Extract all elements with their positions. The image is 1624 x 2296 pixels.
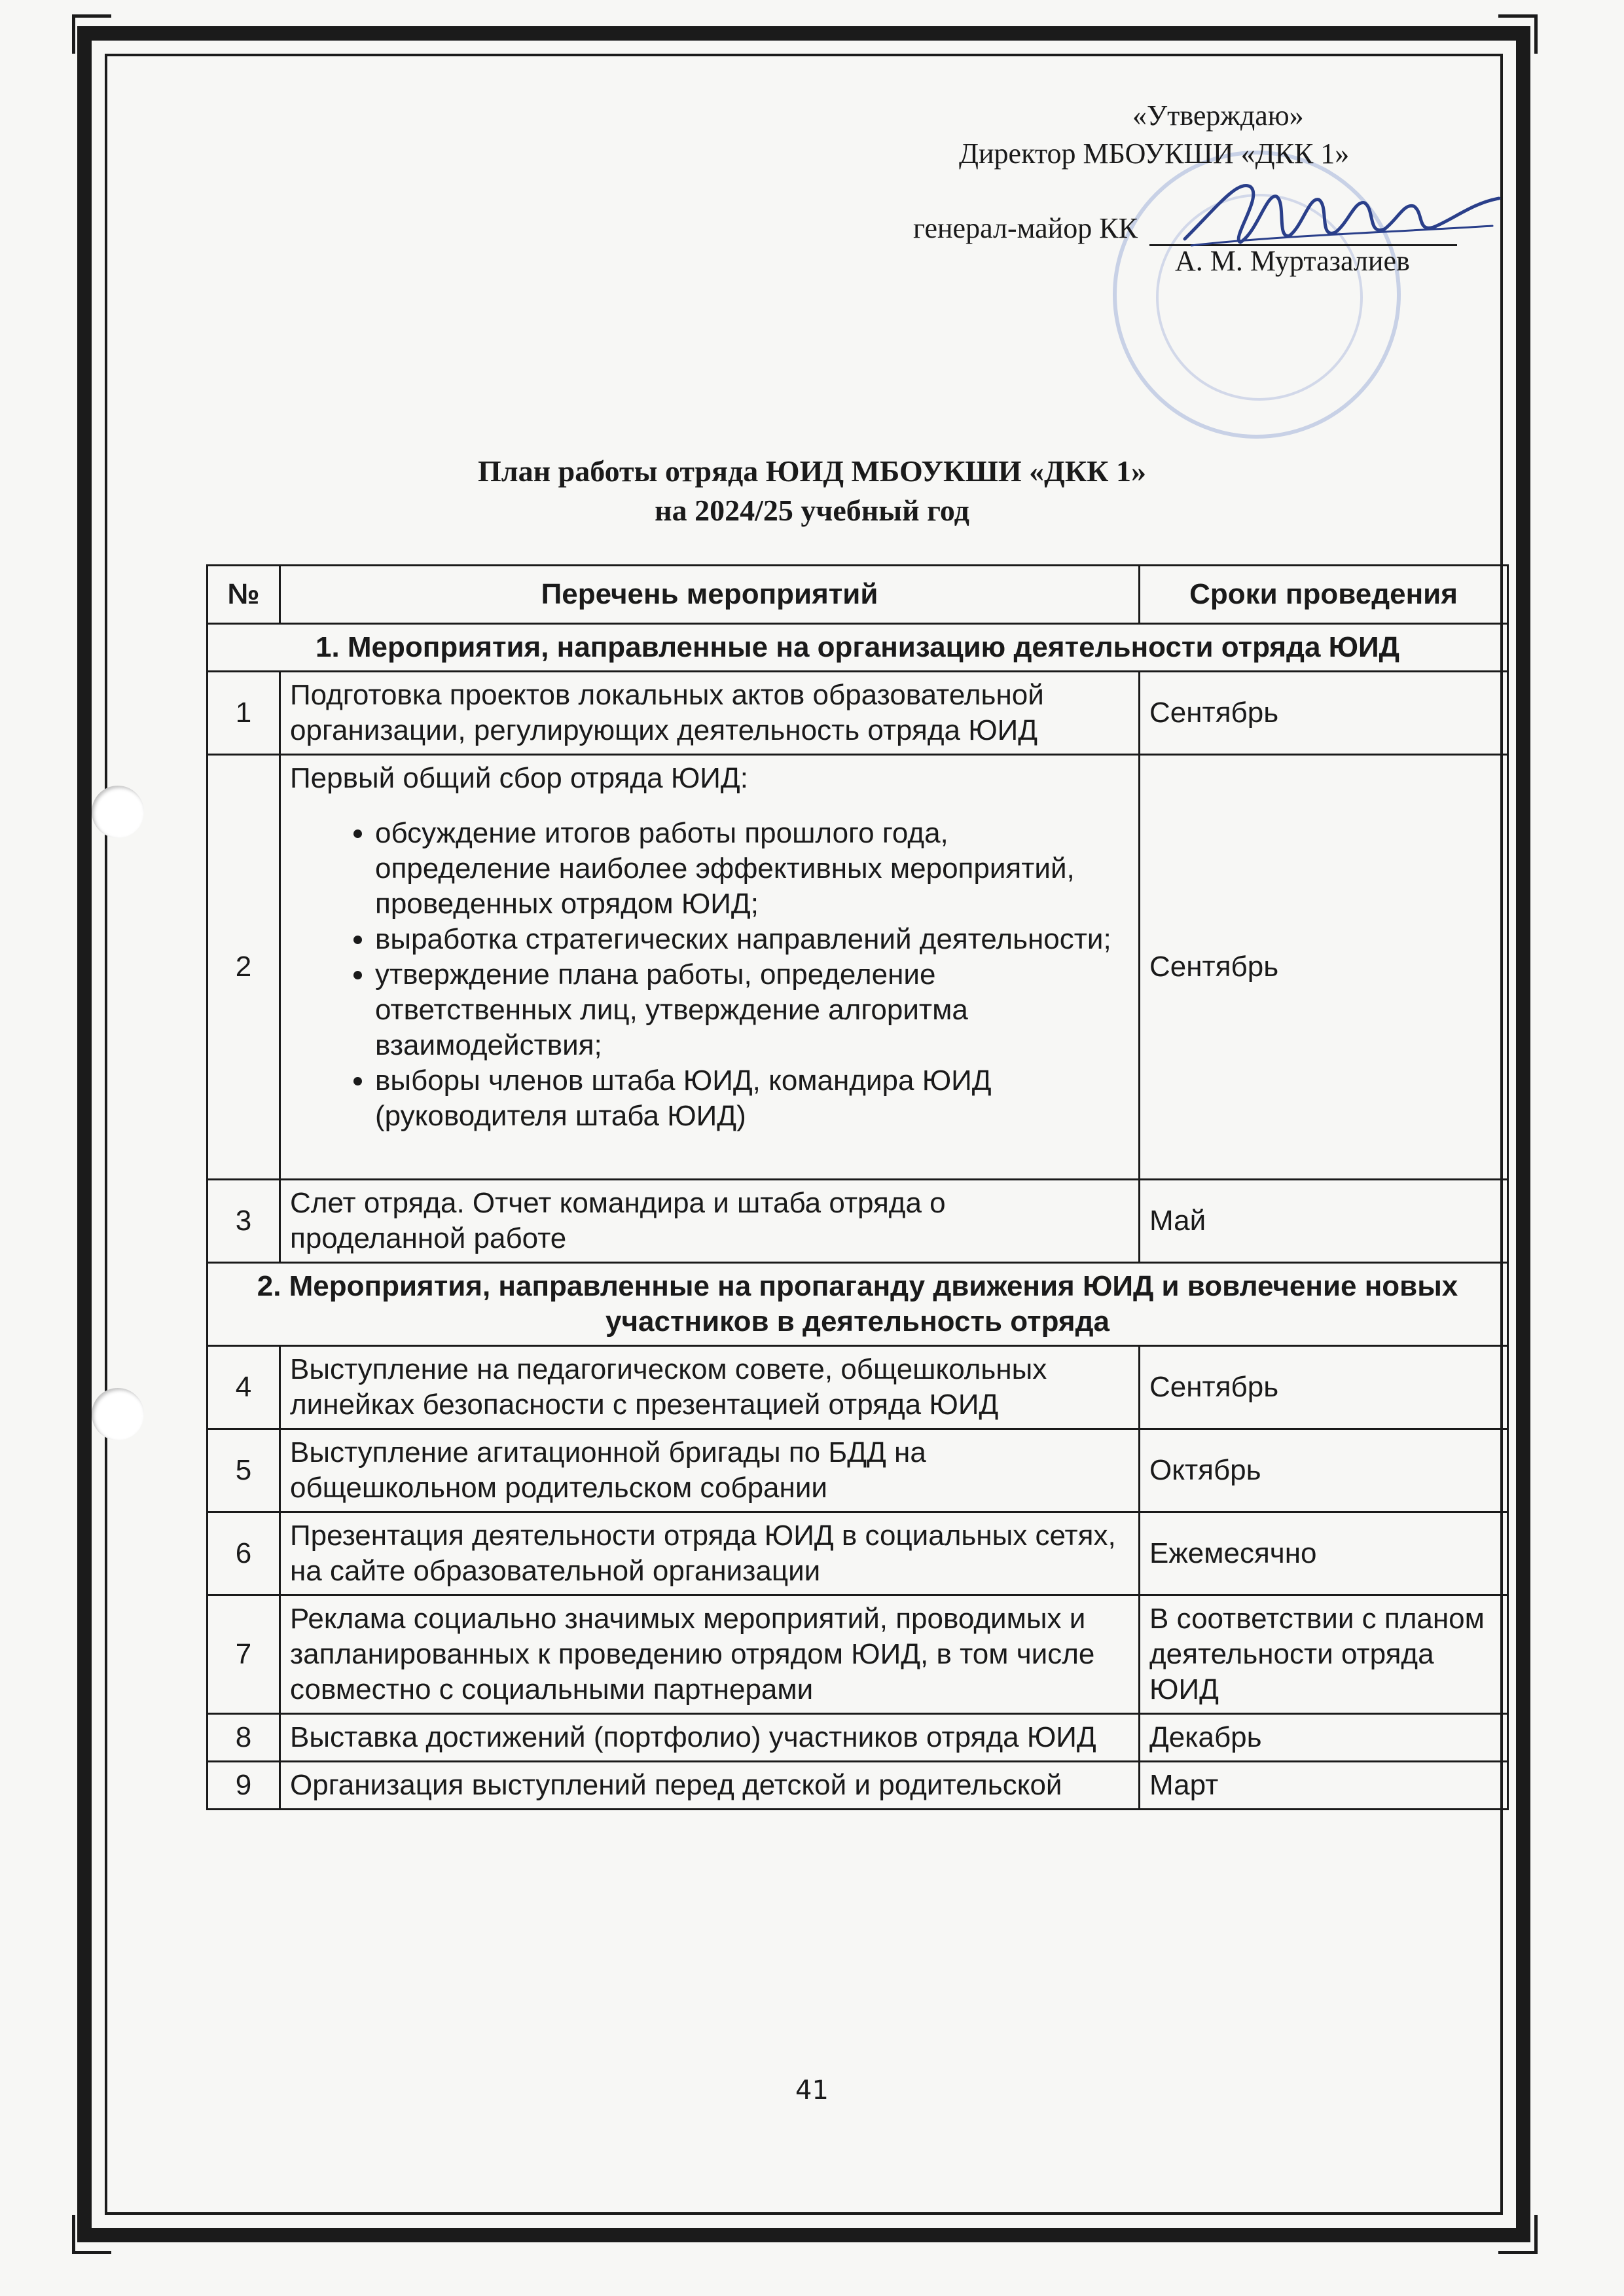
row-activity [280,755,1140,1180]
frame-corner-bottom-left [72,2215,111,2254]
table-row [208,1180,1508,1263]
header-activities: Перечень мероприятий [280,566,1140,624]
table-row [208,1595,1508,1714]
row-number: 5 [208,1429,280,1512]
row-number: 1 [208,672,280,755]
punch-hole-top [92,786,144,838]
row-date: Сентябрь [1140,1346,1508,1429]
frame-corner-top-right [1498,14,1538,54]
approval-heading: «Утверждаю» [1132,100,1304,132]
row-date: Ежемесячно [1140,1512,1508,1595]
row-activity: Выступление на педагогическом совете, общешкольных линейках безопасности с презентацией отряда ЮИД [280,1346,1140,1429]
section-title-1: 1. Мероприятия, направленные на организацию деятельности отряда ЮИД [208,624,1508,672]
section-row [208,624,1508,672]
table-row [208,1762,1508,1810]
document-title: План работы отряда ЮИД МБОУКШИ «ДКК 1» [478,454,1146,488]
row-activity: Выставка достижений (портфолио) участников отряда ЮИД [280,1714,1140,1762]
list-item: • выборы членов штаба ЮИД, командира ЮИД (руководителя штаба ЮИД) [375,1063,1129,1134]
approval-name: А. М. Муртазалиев [1175,245,1410,277]
table-header-row [208,566,1508,624]
section-title-2: 2. Мероприятия, направленные на пропаганду движения ЮИД и вовлечение новых участников в деятельность отряда [208,1263,1508,1346]
list-item: • обсуждение итогов работы прошлого года, определение наиболее эффективных мероприятий, проведенных отрядом ЮИД; [375,816,1129,922]
header-number: № [208,566,280,624]
approval-position: Директор МБОУКШИ «ДКК 1» [959,137,1350,170]
punch-hole-bottom [92,1388,144,1440]
row-activity: Слет отряда. Отчет командира и штаба отряда о проделанной работе [280,1180,1140,1263]
row-number: 2 [208,755,280,1180]
row-activity: Выступление агитационной бригады по БДД на общешкольном родительском собрании [280,1429,1140,1512]
frame-corner-top-left [72,14,111,54]
row-number: 7 [208,1595,280,1714]
row-date: Октябрь [1140,1429,1508,1512]
table-row [208,755,1508,1180]
page-number: 41 [795,2075,829,2105]
document-subtitle: на 2024/25 учебный год [655,494,969,527]
row-date: Март [1140,1762,1508,1810]
row-date: Сентябрь [1140,755,1508,1180]
approval-rank-text: генерал-майор КК [913,212,1138,244]
activity-bullet-list [290,816,1129,1134]
row-date: В соответствии с планом деятельности отряда ЮИД [1140,1595,1508,1714]
row-date: Сентябрь [1140,672,1508,755]
table-row [208,1346,1508,1429]
row-activity-intro: Первый общий сбор отряда ЮИД: [290,762,748,794]
row-date: Декабрь [1140,1714,1508,1762]
row-number: 6 [208,1512,280,1595]
row-activity: Организация выступлений перед детской и родительской [280,1762,1140,1810]
frame-corner-bottom-right [1498,2215,1538,2254]
row-number: 8 [208,1714,280,1762]
table-row [208,1429,1508,1512]
list-item: • утверждение плана работы, определение ответственных лиц, утверждение алгоритма взаимодействия; [375,957,1129,1063]
row-number: 3 [208,1180,280,1263]
row-number: 4 [208,1346,280,1429]
handwritten-signature [1178,167,1506,259]
header-dates: Сроки проведения [1140,566,1508,624]
table-row [208,672,1508,755]
section-row [208,1263,1508,1346]
row-activity: Презентация деятельности отряда ЮИД в социальных сетях, на сайте образовательной организации [280,1512,1140,1595]
table-row [208,1714,1508,1762]
row-activity: Подготовка проектов локальных актов образовательной организации, регулирующих деятельность отряда ЮИД [280,672,1140,755]
row-activity: Реклама социально значимых мероприятий, проводимых и запланированных к проведению отрядом ЮИД, в том числе совместно с социальными партнерами [280,1595,1140,1714]
table-row [208,1512,1508,1595]
row-number: 9 [208,1762,280,1810]
plan-table [206,564,1509,1810]
list-item: • выработка стратегических направлений деятельности; [375,922,1129,957]
row-date: Май [1140,1180,1508,1263]
